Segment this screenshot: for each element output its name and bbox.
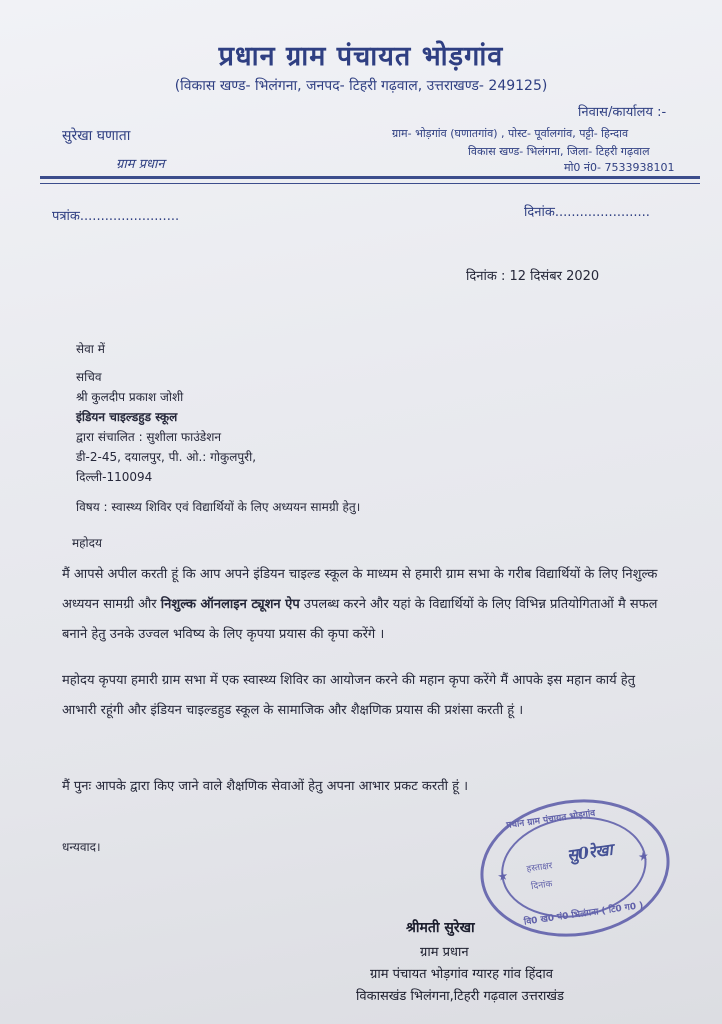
paragraph-1-text-a: मैं आपसे अपील करती हूं कि आप अपने इंडियन चाइल्ड स्कूल के माध्यम से हमारी ग्राम सभा के गरीब विद्यार्थियों के लिए निशुल्क अध्ययन सामग्री और xyxy=(62,567,658,612)
signatory-title: ग्राम प्रधान xyxy=(420,945,469,960)
addressee-line: दिल्ली-110094 xyxy=(76,470,153,484)
dinank-field: दिनांक....................... xyxy=(524,205,650,220)
closing: धन्यवाद। xyxy=(62,840,101,854)
stamp-handwritten-sign: सु0रेखा xyxy=(565,839,614,865)
letterhead-address: (विकास खण्ड- भिलंगना, जनपद- टिहरी गढ़वाल, उत्तराखण्ड- 249125) xyxy=(174,78,548,94)
star-icon: ★ xyxy=(496,868,510,884)
residence-line-2: विकास खण्ड- भिलंगना, जिला- टिहरी गढ़वाल xyxy=(468,145,650,158)
residence-line-1: ग्राम- भोड़गांव (घणातगांव) , पोस्ट- पूर्वालगांव, पट्टी- हिन्दाव xyxy=(392,127,629,140)
letterhead-title: प्रधान ग्राम पंचायत भोड़गांव xyxy=(218,41,504,72)
stamp-date-label: दिनांक xyxy=(530,879,554,893)
greeting: महोदय xyxy=(72,536,102,550)
stamp-sign-label: हस्ताक्षर xyxy=(526,861,554,875)
salutation-to: सेवा में xyxy=(76,342,105,356)
header-rule-thin xyxy=(40,183,700,184)
signatory-name: श्रीमती सुरेखा xyxy=(406,920,475,936)
addressee-school: इंडियन चाइल्डहुड स्कूल xyxy=(76,410,178,424)
official-stamp xyxy=(471,787,678,948)
paragraph-1-bold: निशुल्क ऑनलाइन ट्यूशन ऐप xyxy=(160,597,300,612)
addressee-line: डी-2-45, दयालपुर, पी. ओ.: गोकुलपुरी, xyxy=(76,450,257,464)
paragraph-2: महोदय कृपया हमारी ग्राम सभा में एक स्वास्थ्य शिविर का आयोजन करने की महान कृपा करेंगे मैं आपके इस महान कार्य हेतु आभारी रहूंगी और इंडियन चाइल्डहुड स्कूल के सामाजिक और शैक्षणिक प्रयास की प्रशंसा करती हूं । xyxy=(62,673,636,718)
sender-name: सुरेखा घणाता xyxy=(62,128,131,144)
star-icon: ★ xyxy=(637,848,650,865)
paragraph-3: मैं पुनः आपके द्वारा किए जाने वाले शैक्षणिक सेवाओं हेतु अपना आभार प्रकट करती हूं । xyxy=(62,779,469,794)
signatory-block: विकासखंड भिलंगना,टिहरी गढ़वाल उत्तराखंड xyxy=(356,989,565,1004)
residence-label: निवास/कार्यालय :- xyxy=(578,105,667,120)
stamp-top-text: प्रधान ग्राम पंचायत भोड़गांव xyxy=(505,808,596,832)
letter-date: दिनांक : 12 दिसंबर 2020 xyxy=(466,269,600,284)
addressee-line: द्वारा संचालित : सुशीला फाउंडेशन xyxy=(76,430,222,444)
sender-designation: ग्राम प्रधान xyxy=(116,157,165,172)
signatory-panchayat: ग्राम पंचायत भोड़गांव ग्यारह गांव हिंदाव xyxy=(370,967,553,982)
header-rule-thick xyxy=(40,176,700,179)
subject-line: विषय : स्वास्थ्य शिविर एवं विद्यार्थियों के लिए अध्ययन सामग्री हेतु। xyxy=(76,500,361,514)
paragraph-1 xyxy=(62,560,662,650)
mobile-number: मो0 नं0- 7533938101 xyxy=(564,161,675,174)
addressee-line: श्री कुलदीप प्रकाश जोशी xyxy=(76,390,184,404)
stamp-bottom-text: वि0 खं0 पं0 भिलंगना ( टि0 ग0 ) xyxy=(523,900,645,928)
addressee-line: सचिव xyxy=(76,370,102,384)
paragraph-1-text-b: उपलब्ध करने और यहां के विद्यार्थियों के लिए विभिन्न प्रतियोगिताओं मै सफल बनाने हेतु उनके उज्वल भविष्य के लिए कृपया प्रयास की कृपा करेंगे । xyxy=(62,597,658,642)
patrank-field: पत्रांक........................ xyxy=(52,209,180,224)
